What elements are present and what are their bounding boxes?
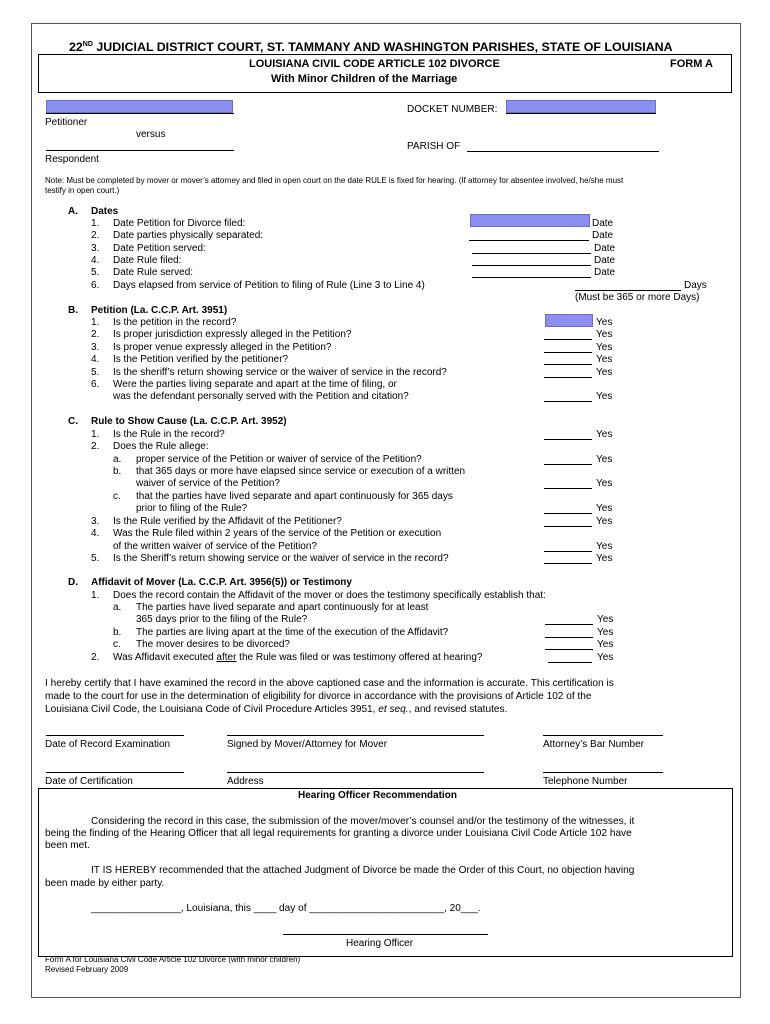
c-item-num: 1. — [91, 429, 100, 440]
address-line[interactable] — [227, 772, 484, 773]
section-c-letter: C. — [68, 416, 78, 427]
yes-line[interactable] — [545, 637, 593, 638]
parish-line[interactable] — [467, 151, 659, 152]
c-item-text: Is the Rule in the record? — [113, 429, 225, 440]
respondent-line — [46, 150, 234, 151]
yes-label: Yes — [597, 652, 614, 663]
certification-line-1: I hereby certify that I have examined the record in the above captioned case and the information is accurate. This certification is — [45, 678, 614, 689]
days-requirement-note: (Must be 365 or more Days) — [575, 292, 700, 303]
hearing-para1-line2: being the finding of the Hearing Officer that all legal requirements for granting a divorce under Louisiana Civil Code Article 102 have — [45, 828, 632, 839]
b-item-text: Were the parties living separate and apart at the time of filing, or — [113, 379, 397, 390]
cert-line3-em: et seq. — [378, 704, 409, 715]
a-item-text: Date Rule served: — [113, 267, 194, 278]
c-subitem-letter: a. — [113, 454, 122, 465]
certification-line-3 — [45, 703, 507, 716]
yes-label: Yes — [596, 367, 613, 378]
b-item-num: 4. — [91, 354, 100, 365]
yes-label: Yes — [596, 516, 613, 527]
section-d-heading: Affidavit of Mover (La. C.C.P. Art. 3956(5)) or Testimony — [91, 577, 352, 588]
yes-line[interactable] — [544, 364, 592, 365]
section-d-letter: D. — [68, 577, 78, 588]
c-subitem-text-cont: waiver of service of the Petition? — [136, 478, 280, 489]
yes-label: Yes — [596, 541, 613, 552]
section-b-letter: B. — [68, 305, 78, 316]
yes-label: Yes — [596, 454, 613, 465]
court-name: JUDICIAL DISTRICT COURT, ST. TAMMANY AND WASHINGTON PARISHES, STATE OF LOUISIANA — [96, 40, 673, 55]
yes-line[interactable] — [544, 464, 592, 465]
respondent-label: Respondent — [45, 154, 99, 165]
cert-line3-post: , and revised statutes. — [408, 704, 508, 715]
yes-label: Yes — [596, 329, 613, 340]
yes-label: Yes — [596, 553, 613, 564]
hearing-para2-line2: been made by either party. — [45, 878, 165, 889]
a-item-suffix: Days — [684, 280, 707, 291]
parish-label: PARISH OF — [407, 141, 461, 152]
yes-line[interactable] — [545, 624, 593, 625]
footer-line-2: Revised February 2009 — [45, 965, 129, 974]
date-petition-served-line[interactable] — [472, 253, 591, 254]
yes-label: Yes — [597, 639, 614, 650]
a-item-num: 5. — [91, 267, 100, 278]
d-subitem-text-cont: 365 days prior to the filing of the Rule? — [136, 614, 308, 625]
b-item-num: 6. — [91, 379, 100, 390]
phone-label: Telephone Number — [543, 776, 628, 787]
b-item-num: 2. — [91, 329, 100, 340]
yes-line[interactable] — [544, 377, 592, 378]
yes-label: Yes — [597, 614, 614, 625]
signature-line[interactable] — [227, 735, 484, 736]
note-line-1: Note: Must be completed by mover or mover’s attorney and filed in open court on the date RULE is fixed for hearing. (If attorney for absentee involved, he/she must — [45, 176, 624, 185]
cert-line3-pre: Louisiana Civil Code, the Louisiana Code of Civil Procedure Articles 3951, — [45, 704, 379, 715]
c-subitem-letter: b. — [113, 466, 122, 477]
c-subitem-text-cont: prior to filing of the Rule? — [136, 503, 248, 514]
yes-line[interactable] — [544, 488, 592, 489]
hearing-title: Hearing Officer Recommendation — [298, 790, 457, 801]
d-subitem-letter: a. — [113, 602, 122, 613]
petitioner-field[interactable] — [46, 100, 233, 113]
affidavit-question-after: after — [216, 652, 237, 663]
c-subitem-letter: c. — [113, 491, 121, 502]
c-item-text: Does the Rule allege: — [113, 441, 209, 452]
docket-line — [506, 113, 656, 114]
hearing-para2-line1: IT IS HEREBY recommended that the attached Judgment of Divorce be made the Order of this Court, no objection having — [91, 865, 635, 876]
c-item-num: 3. — [91, 516, 100, 527]
a-item-suffix: Date — [594, 255, 616, 266]
form-title: LOUISIANA CIVIL CODE ARTICLE 102 DIVORCE — [249, 58, 500, 70]
b-item-text: Is the Petition verified by the petitioner? — [113, 354, 289, 365]
d-item-num: 2. — [91, 652, 100, 663]
a-item-num: 1. — [91, 218, 100, 229]
form-subtitle: With Minor Children of the Marriage — [271, 73, 458, 85]
d-item-num: 1. — [91, 590, 100, 601]
d-subitem-letter: c. — [113, 639, 121, 650]
b-item-text: Is the petition in the record? — [113, 317, 237, 328]
c-subitem-text: that the parties have lived separate and apart continuously for 365 days — [136, 491, 453, 502]
affidavit-question-pre: Was Affidavit executed — [113, 652, 217, 663]
yes-line[interactable] — [544, 551, 592, 552]
affidavit-question-post: the Rule was filed or was testimony offered at hearing? — [236, 652, 483, 663]
section-a-heading: Dates — [91, 206, 119, 217]
yes-line[interactable] — [545, 649, 593, 650]
c-item-num: 2. — [91, 441, 100, 452]
a-item-suffix: Date — [592, 218, 614, 229]
c-subitem-text: that 365 days or more have elapsed since service or execution of a written — [136, 466, 466, 477]
yes-label: Yes — [596, 478, 613, 489]
certification-line-2: made to the court for use in the determination of eligibility for divorce in accordance with the provisions of Article 102 of the — [45, 691, 592, 702]
section-a-letter: A. — [68, 206, 78, 217]
form-label: FORM A — [670, 58, 713, 70]
hearing-para1-line3: been met. — [45, 840, 90, 851]
address-label: Address — [227, 776, 264, 787]
d-subitem-letter: b. — [113, 627, 122, 638]
docket-label: DOCKET NUMBER: — [407, 104, 498, 115]
yes-label: Yes — [596, 391, 613, 402]
date-exam-line[interactable] — [46, 735, 184, 736]
section-b-heading: Petition (La. C.C.P. Art. 3951) — [91, 305, 228, 316]
d-item-text — [113, 652, 482, 664]
date-rule-served-line[interactable] — [472, 277, 591, 278]
d-subitem-text: The parties have lived separate and apart continuously for at least — [136, 602, 429, 613]
b-item-text-cont: was the defendant personally served with the Petition and citation? — [113, 391, 409, 402]
b-item-num: 5. — [91, 367, 100, 378]
hearing-officer-signature-line[interactable] — [283, 934, 488, 935]
a-item-suffix: Date — [592, 230, 614, 241]
yes-label: Yes — [596, 429, 613, 440]
b-item-num: 3. — [91, 342, 100, 353]
a-item-suffix: Date — [594, 267, 616, 278]
signature-label: Signed by Mover/Attorney for Mover — [227, 739, 388, 750]
days-elapsed-line[interactable] — [575, 290, 681, 291]
d-subitem-text: The mover desires to be divorced? — [136, 639, 290, 650]
yes-line[interactable] — [548, 662, 592, 663]
yes-label: Yes — [597, 627, 614, 638]
bar-number-label: Attorney’s Bar Number — [543, 739, 644, 750]
court-number-suffix: ND — [82, 41, 93, 48]
c-item-text: Was the Rule filed within 2 years of the service of the Petition or execution — [113, 528, 442, 539]
a-item-text: Date Petition served: — [113, 243, 206, 254]
b-item-text: Is proper jurisdiction expressly alleged in the Petition? — [113, 329, 352, 340]
a-item-num: 3. — [91, 243, 100, 254]
date-rule-filed-line[interactable] — [472, 265, 591, 266]
d-subitem-text: The parties are living apart at the time of the execution of the Affidavit? — [136, 627, 449, 638]
c-item-text-cont: of the written waiver of service of the Petition? — [113, 541, 317, 552]
yes-line[interactable] — [544, 401, 592, 402]
petitioner-label: Petitioner — [45, 117, 88, 128]
docket-number-field[interactable] — [506, 100, 656, 113]
phone-line[interactable] — [543, 772, 663, 773]
b-item-text: Is the sheriff’s return showing service or the waiver of service in the record? — [113, 367, 447, 378]
date-cert-line[interactable] — [46, 772, 184, 773]
date-exam-label: Date of Record Examination — [45, 739, 171, 750]
yes-label: Yes — [596, 342, 613, 353]
court-heading — [69, 38, 673, 54]
yes-label: Yes — [596, 354, 613, 365]
petition-in-record-field[interactable] — [545, 314, 593, 327]
c-item-num: 4. — [91, 528, 100, 539]
section-c-heading: Rule to Show Cause (La. C.C.P. Art. 3952) — [91, 416, 287, 427]
court-number: 22 — [69, 40, 83, 55]
a-item-text: Date Rule filed: — [113, 255, 182, 266]
yes-line[interactable] — [544, 563, 592, 564]
hearing-date-line[interactable]: ________________, Louisiana, this ____ day of ________________________, 20___. — [91, 903, 481, 914]
c-subitem-text: proper service of the Petition or waiver of service of the Petition? — [136, 454, 422, 465]
a-item-num: 4. — [91, 255, 100, 266]
c-item-num: 5. — [91, 553, 100, 564]
note-line-2: testify in open court.) — [45, 186, 120, 195]
a-item-text: Date Petition for Divorce filed: — [113, 218, 246, 229]
c-item-text: Is the Rule verified by the Affidavit of the Petitioner? — [113, 516, 342, 527]
petitioner-line — [46, 113, 234, 114]
versus-label: versus — [136, 129, 166, 140]
date-petition-filed-field[interactable] — [470, 214, 590, 227]
b-item-text: Is proper venue expressly alleged in the Petition? — [113, 342, 332, 353]
date-cert-label: Date of Certification — [45, 776, 133, 787]
yes-line[interactable] — [544, 526, 592, 527]
a-item-text: Date parties physically separated: — [113, 230, 264, 241]
hearing-officer-label: Hearing Officer — [346, 938, 414, 949]
yes-label: Yes — [596, 503, 613, 514]
date-separated-line[interactable] — [469, 240, 589, 241]
yes-line[interactable] — [544, 439, 592, 440]
yes-label: Yes — [596, 317, 613, 328]
yes-line[interactable] — [544, 352, 592, 353]
hearing-para1-line1: Considering the record in this case, the submission of the mover/mover’s counsel and/or the testimony of the witnesses, it — [91, 816, 635, 827]
yes-line[interactable] — [544, 513, 592, 514]
yes-line[interactable] — [544, 339, 592, 340]
bar-number-line[interactable] — [543, 735, 663, 736]
footer-line-1: Form A for Louisiana Civil Code Article 102 Divorce (with minor children) — [45, 955, 301, 964]
d-item-text: Does the record contain the Affidavit of the mover or does the testimony specifically establish that: — [113, 590, 546, 601]
c-item-text: Is the Sheriff’s return showing service or the waiver of service in the record? — [113, 553, 449, 564]
a-item-num: 2. — [91, 230, 100, 241]
a-item-text: Days elapsed from service of Petition to filing of Rule (Line 3 to Line 4) — [113, 280, 425, 291]
a-item-num: 6. — [91, 280, 100, 291]
a-item-suffix: Date — [594, 243, 616, 254]
b-item-num: 1. — [91, 317, 100, 328]
